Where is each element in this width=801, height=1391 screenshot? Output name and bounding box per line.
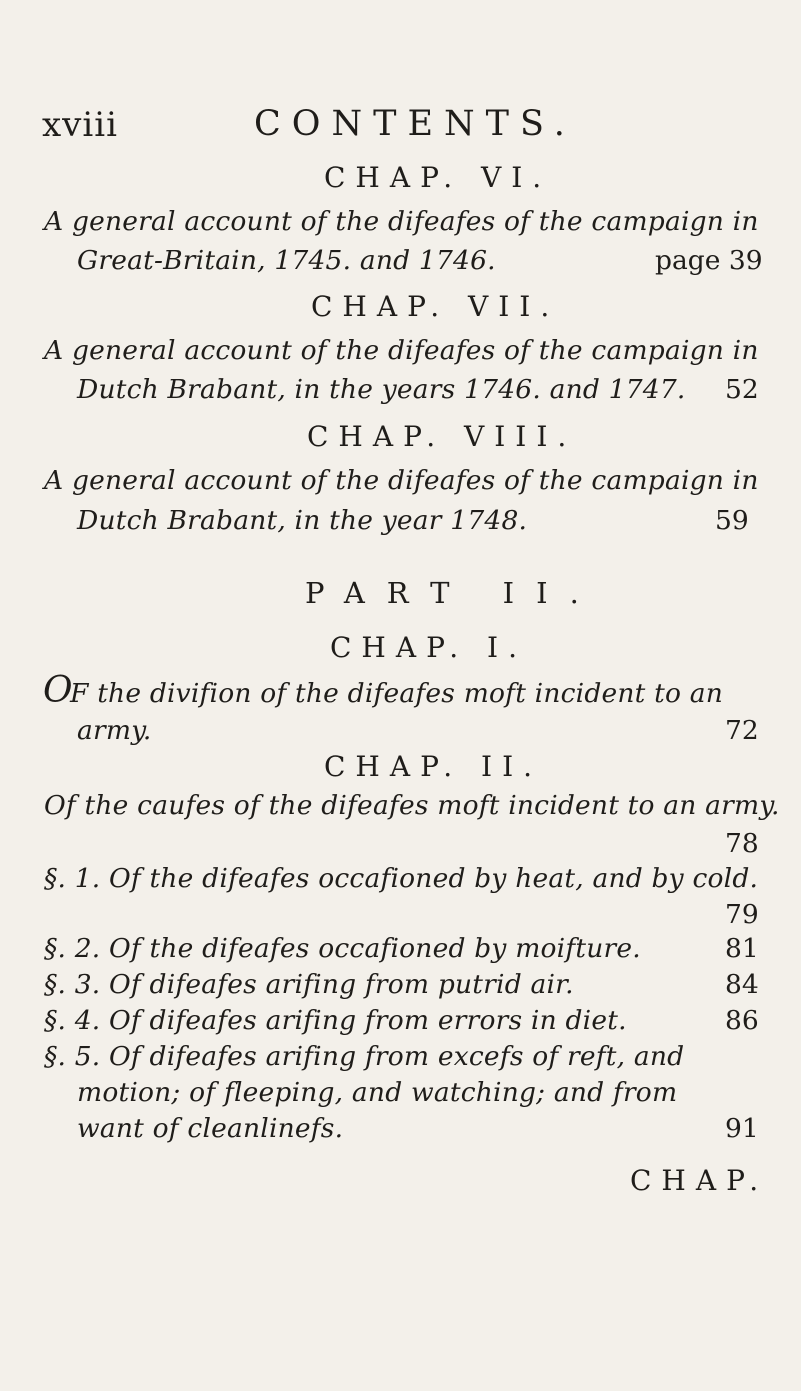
toc-entry-line: §. 1. Of the difeafes occafioned by heat, and by cold. (44, 863, 759, 894)
toc-entry-line: army. (77, 715, 152, 746)
page-reference: 72 (725, 715, 759, 746)
page-reference: 59 (715, 505, 749, 536)
toc-entry-line: §. 2. Of the difeafes occafioned by moifture. (44, 933, 641, 964)
page-reference: 86 (725, 1005, 759, 1036)
part-heading: PART II. (305, 576, 601, 610)
toc-entry-line: A general account of the difeafes of the campaign in (44, 206, 759, 237)
chapter-heading-i: CHAP. I. (330, 631, 527, 664)
toc-entry-line: A general account of the difeafes of the campaign in (44, 465, 759, 496)
page-reference: 84 (725, 969, 759, 1000)
toc-entry-line: Of the caufes of the difeafes moft incident to an army. (44, 790, 780, 821)
drop-initial: O (43, 670, 73, 711)
running-head: CONTENTS. (254, 104, 576, 144)
toc-entry-line: motion; of fleeping, and watching; and from (77, 1077, 678, 1108)
page-reference: 81 (725, 933, 759, 964)
page-reference: page 39 (655, 245, 763, 276)
catchword: CHAP. (630, 1164, 769, 1197)
page-reference: 78 (725, 828, 759, 859)
page-reference: 52 (725, 374, 759, 405)
toc-entry-line: §. 4. Of difeafes arifing from errors in diet. (44, 1005, 627, 1036)
toc-entry-line: §. 3. Of difeafes arifing from putrid air. (44, 969, 574, 1000)
toc-entry-line: want of cleanlinefs. (77, 1113, 344, 1144)
chapter-heading-viii: CHAP. VIII. (307, 420, 577, 453)
page-reference: 91 (725, 1113, 759, 1144)
chapter-heading-ii: CHAP. II. (324, 750, 543, 783)
toc-entry-line: Dutch Brabant, in the years 1746. and 1747. (77, 374, 686, 405)
chapter-heading-vii: CHAP. VII. (311, 290, 560, 323)
page-number: xviii (42, 105, 119, 145)
toc-entry-line: §. 5. Of difeafes arifing from excefs of reft, and (44, 1041, 685, 1072)
toc-entry-line: Dutch Brabant, in the year 1748. (77, 505, 528, 536)
toc-entry-line: A general account of the difeafes of the campaign in (44, 335, 759, 366)
page-reference: 79 (725, 899, 759, 930)
chapter-heading-vi: CHAP. VI. (324, 161, 552, 194)
toc-entry-line: Great-Britain, 1745. and 1746. (77, 245, 496, 276)
toc-entry-line: F the divifion of the difeafes moft incident to an (70, 678, 724, 709)
